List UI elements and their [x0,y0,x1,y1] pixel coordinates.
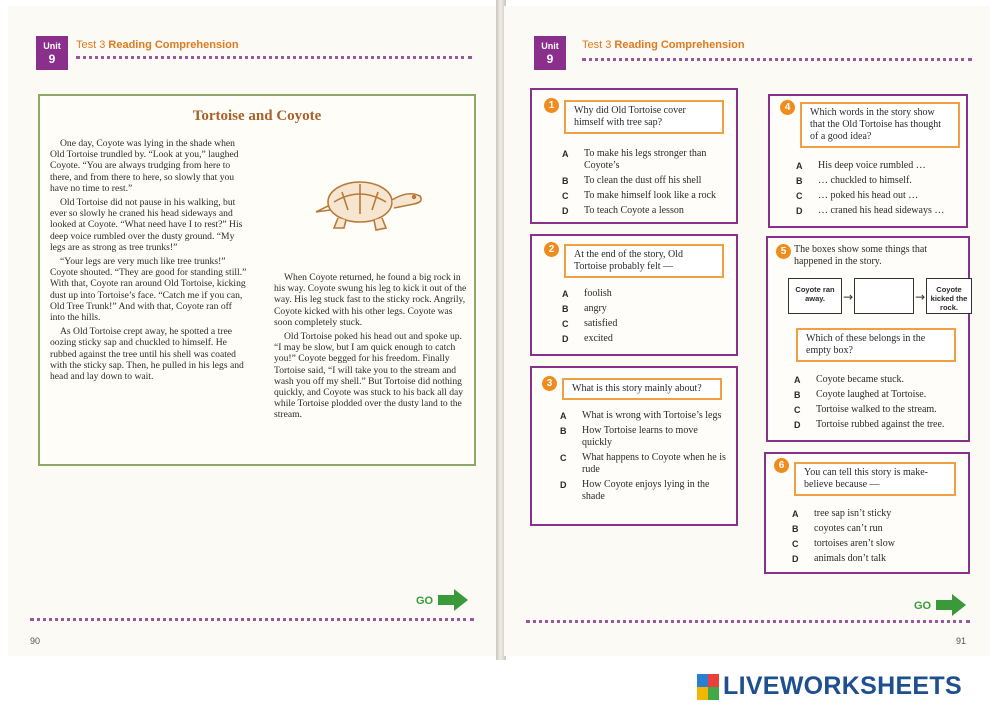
option-text: satisfied [584,318,618,329]
dotted-rule [30,618,474,621]
test-title: Reading Comprehension [614,39,745,51]
option-text: tortoises aren’t slow [814,538,895,549]
question-text: You can tell this story is make-believe because — [794,462,956,496]
option-letter: D [562,334,569,344]
option-text: Tortoise walked to the stream. [816,404,937,415]
story-paragraph: When Coyote returned, he found a big rock in his way. Coyote swung his leg to kick it out of the way. His leg stuck fast to the sticky rock. Angrily, Coyote kicked with his other legs. Coyote was soon completely stuck. [274,272,467,328]
option-letter: C [796,191,803,201]
option-text: … craned his head sideways … [818,205,945,216]
option-text: animals don’t talk [814,553,887,564]
question-number-badge: 2 [544,242,559,257]
answer-option-a[interactable] [796,160,966,172]
page-number: 91 [956,636,967,646]
story-paragraph: As Old Tortoise crept away, he spotted a tree oozing sticky sap and chuckled to himself. He rubbed against the tree until his shell was coated with the sticky sap. Then, he pulled in his legs and head and lay down to wait. [50,326,244,383]
option-text: Coyote laughed at Tortoise. [816,389,927,400]
right-page [504,6,990,656]
option-text: To make himself look like a rock [584,190,717,201]
option-text: To make his legs stronger than Coyote’s [584,148,707,171]
option-letter: D [796,206,803,216]
question-5-box [766,236,970,442]
answer-options [792,508,966,568]
option-letter: C [562,191,569,201]
test-heading [582,39,745,51]
option-letter: B [560,426,567,436]
question-4-box [768,94,968,228]
story-column-1 [50,138,248,385]
liveworksheets-logo [697,672,962,701]
go-arrow-icon [936,594,966,616]
option-letter: C [562,319,569,329]
option-text: angry [584,303,607,314]
unit-label: Unit [541,41,559,51]
test-title: Reading Comprehension [108,39,239,51]
unit-badge [534,36,566,70]
answer-option-a[interactable] [562,288,732,300]
option-text: excited [584,333,613,344]
option-text: How Coyote enjoys lying in the shade [582,479,710,502]
question-text: What is this story mainly about? [562,378,722,400]
answer-option-d[interactable] [792,553,966,565]
question-text: Which of these belongs in the empty box? [796,328,956,362]
story-paragraph: “Your legs are very much like tree trunks!” Coyote shouted. “They are good for standing still.” With that, Coyote ran around Old Tortoise, kicking dust up into Tortoise’s face. “Catch me if you can, Old Tree Trunk!” And with that, Coyote ran off into the hills. [50,256,247,324]
answer-option-b[interactable] [796,175,966,187]
test-prefix: Test 3 [582,39,615,51]
answer-option-a[interactable] [562,148,732,172]
option-letter: A [794,375,801,385]
watermark-text: LIVEWORKSHEETS [723,672,962,700]
story-column-2 [274,272,470,424]
go-arrow-icon [438,589,468,611]
arrow-right-icon: → [843,290,854,304]
question-6-box [764,452,970,574]
story-title: Tortoise and Coyote [192,108,322,124]
option-text: To teach Coyote a lesson [584,205,684,216]
answer-option-b[interactable] [562,175,732,187]
answer-option-c[interactable] [562,190,732,202]
answer-option-d[interactable] [796,205,966,217]
answer-option-d[interactable] [560,479,730,503]
option-letter: D [560,480,567,490]
story-paragraph: One day, Coyote was lying in the shade when Old Tortoise trundled by. “Look at you,” laughed Coyote. “You are always trudging from here to there, and from there to here, so slowly that you have no time to rest.” [50,138,239,194]
question-2-box [530,234,738,356]
answer-options [562,148,732,220]
option-text: … poked his head out … [818,190,919,201]
test-prefix: Test 3 [76,39,109,51]
question-number-badge: 6 [774,458,789,473]
sequence-box-first: Coyote ran away. [788,278,842,314]
answer-option-d[interactable] [794,419,968,431]
page-number: 90 [30,636,41,646]
story-paragraph: Old Tortoise poked his head out and spoke up. “I may be slow, but I am quick enough to catch you!” Coyote begged for his freedom. Finally Tortoise said, “I will take you to the stream and wash you off my shell.” But Tortoise did nothing quickly, and Coyote was stuck to his back all day while Tortoise plodded over the dusty land to the stream. [274,331,464,421]
option-letter: C [792,539,799,549]
answer-option-b[interactable] [792,523,966,535]
option-letter: A [560,411,567,421]
tortoise-illustration [308,166,428,236]
answer-option-a[interactable] [794,374,968,386]
question-text: Why did Old Tortoise cover himself with tree sap? [564,100,724,134]
sequence-box-last: Coyote kicked the rock. [926,278,972,314]
answer-option-a[interactable] [560,410,730,422]
question-3-box [530,366,738,526]
question-number-badge: 1 [544,98,559,113]
answer-option-c[interactable] [562,318,732,330]
option-letter: A [796,161,803,171]
dotted-rule [526,620,970,623]
option-letter: B [792,524,799,534]
option-letter: C [560,453,567,463]
option-letter: D [794,420,801,430]
question-number-badge: 3 [542,376,557,391]
sequence-boxes [788,278,966,314]
unit-badge [36,36,68,70]
answer-option-c[interactable] [560,452,730,476]
question-1-box [530,88,738,224]
option-text: Coyote became stuck. [816,374,905,385]
answer-option-c[interactable] [796,190,966,202]
option-text: What happens to Coyote when he is rude [582,452,726,475]
answer-options [796,160,966,220]
arrow-right-icon: → [915,290,926,304]
question-text: Which words in the story show that the Old Tortoise has thought of a good idea? [800,102,960,148]
sequence-box-empty [854,278,914,314]
answer-option-a[interactable] [792,508,966,520]
option-text: tree sap isn’t sticky [814,508,892,519]
question-number-badge: 4 [780,100,795,115]
unit-label: Unit [43,41,61,51]
go-label: GO [416,595,434,607]
question-text: At the end of the story, Old Tortoise probably felt — [564,244,724,278]
answer-options [560,410,730,506]
answer-option-b[interactable] [794,389,968,401]
option-letter: C [794,405,801,415]
option-text: … chuckled to himself. [818,175,912,186]
unit-number: 9 [546,52,554,66]
answer-option-c[interactable] [792,538,966,550]
dotted-rule [76,56,472,59]
option-text: coyotes can’t run [814,523,883,534]
option-text: How Tortoise learns to move quickly [582,425,698,448]
option-text: What is wrong with Tortoise’s legs [582,410,722,421]
left-page [8,6,496,656]
unit-number: 9 [48,52,56,66]
answer-option-b[interactable] [560,425,730,449]
liveworksheets-icon [697,674,719,700]
option-letter: A [562,289,569,299]
option-letter: B [796,176,803,186]
option-letter: D [562,206,569,216]
option-letter: B [794,390,801,400]
dotted-rule [582,58,972,61]
answer-options [794,374,968,434]
answer-option-c[interactable] [794,404,968,416]
test-heading [76,39,239,51]
go-label: GO [914,600,932,612]
option-letter: A [562,149,569,159]
option-text: To clean the dust off his shell [584,175,702,186]
question-number-badge: 5 [776,244,791,259]
option-letter: B [562,304,569,314]
option-text: foolish [584,288,612,299]
option-text: His deep voice rumbled … [818,160,926,171]
answer-option-b[interactable] [562,303,732,315]
option-letter: D [792,554,799,564]
answer-option-d[interactable] [562,205,732,217]
option-text: Tortoise rubbed against the tree. [816,419,945,430]
story-paragraph: Old Tortoise did not pause in his walking, but ever so slowly he craned his head sideways and looked at Coyote. “What need have I to rest?” His deep voice rumbled over the dusty ground. “My legs are as strong as tree trunks!” [50,197,243,253]
option-letter: A [792,509,799,519]
story-box [38,94,476,466]
option-letter: B [562,176,569,186]
answer-option-d[interactable] [562,333,732,345]
answer-options [562,288,732,348]
question-intro: The boxes show some things that happened in the story. [794,244,928,267]
